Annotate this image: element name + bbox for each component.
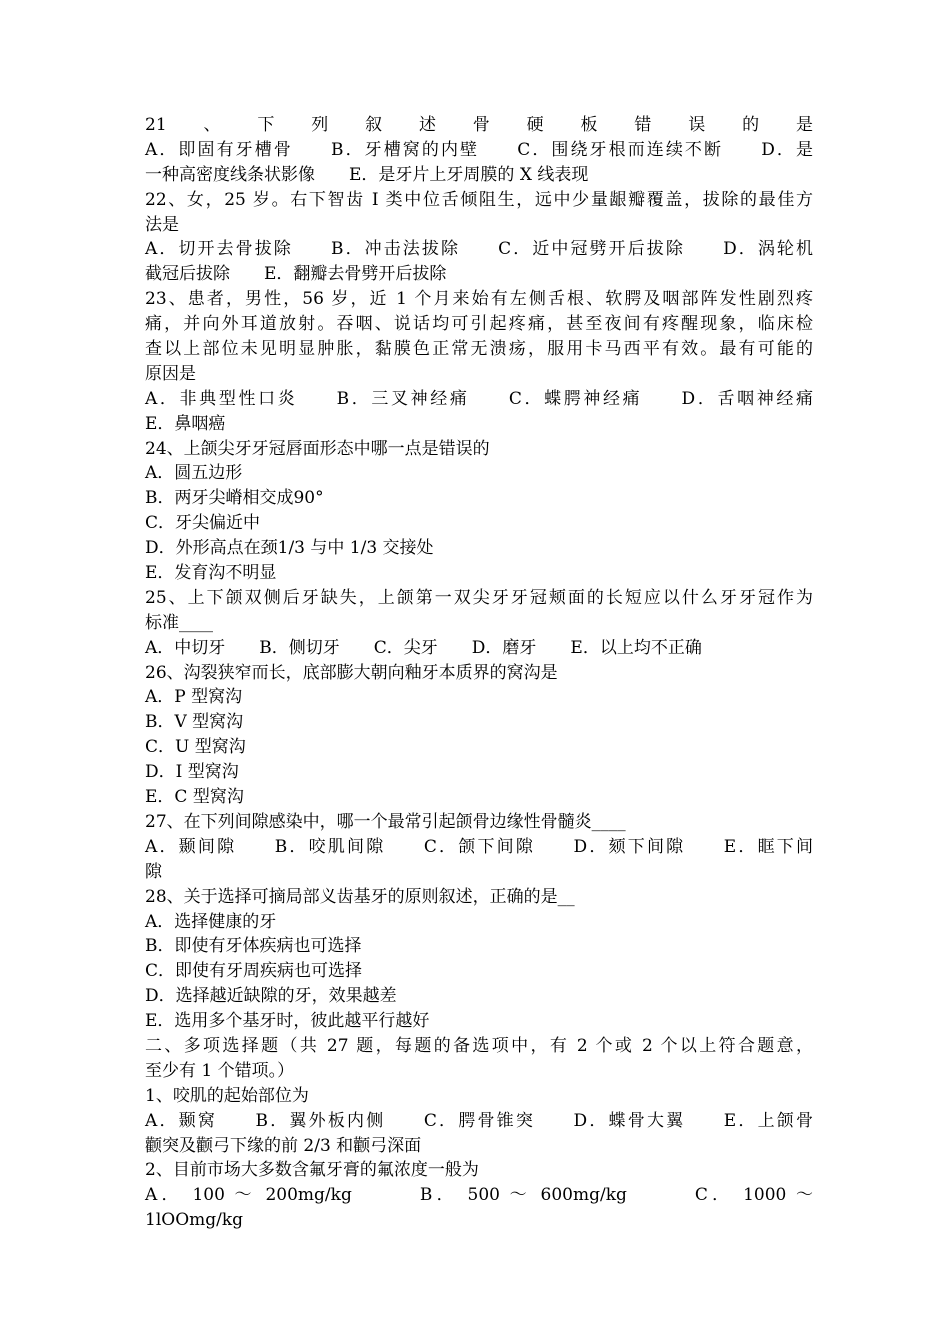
text-line: A．选择健康的牙 <box>145 911 277 932</box>
text-line: A． 100 ～ 200mg/kg B． 500 ～ 600mg/kg C． 1000 ～ 1lOOmg/kg <box>145 1185 813 1231</box>
text-line: A．P 型窝沟 <box>145 687 243 708</box>
text-line: E．鼻咽癌 <box>145 413 226 434</box>
text-line: E．发育沟不明显 <box>145 563 277 584</box>
text-line: 隙 <box>145 861 162 882</box>
text-line: 22、女，25 岁。右下智齿 I 类中位舌倾阻生，远中少量龈瓣覆盖，拔除的最佳方 <box>145 189 813 210</box>
text-line: 26、沟裂狭窄而长，底部膨大朝向釉牙本质界的窝沟是 <box>145 662 558 683</box>
text-line: 27、在下列间隙感染中，哪一个最常引起颌骨边缘性骨髓炎____ <box>145 811 626 832</box>
text-line: 2、目前市场大多数含氟牙膏的氟浓度一般为 <box>145 1160 479 1181</box>
text-line: A．切开去骨拔除 B．冲击法拔除 C．近中冠劈开后拔除 D．涡轮机 <box>145 239 813 260</box>
document-body <box>145 113 813 1231</box>
text-line: D．外形高点在颈1/3 与中 1/3 交接处 <box>145 538 434 559</box>
text-line: A．圆五边形 <box>145 463 243 484</box>
text-line: 痛，并向外耳道放射。吞咽、说话均可引起疼痛，甚至夜间有疼醒现象，临床检 <box>145 314 813 335</box>
text-line: E．选用多个基牙时，彼此越平行越好 <box>145 1011 430 1032</box>
text-line: A．颞间隙 B．咬肌间隙 C．颌下间隙 D．颏下间隙 E．眶下间 <box>145 836 813 857</box>
text-line: A．颞窝 B．翼外板内侧 C．腭骨锥突 D．蝶骨大翼 E．上颌骨 <box>145 1110 813 1131</box>
text-line: 颧突及颧弓下缘的前 2/3 和颧弓深面 <box>145 1135 422 1156</box>
text-line: 24、上颌尖牙牙冠唇面形态中哪一点是错误的 <box>145 438 490 459</box>
text-line: 23、患者，男性，56 岁，近 1 个月来始有左侧舌根、软腭及咽部阵发性剧烈疼 <box>145 289 813 310</box>
text-line: 二、多项选择题（共 27 题，每题的备选项中，有 2 个或 2 个以上符合题意， <box>145 1035 813 1056</box>
text-line: 截冠后拔除 E．翻瓣去骨劈开后拔除 <box>145 264 447 285</box>
text-line: 原因是 <box>145 363 196 384</box>
text-line: 查以上部位未见明显肿胀，黏膜色正常无溃疡，服用卡马西平有效。最有可能的 <box>145 339 813 360</box>
text-line: A．非典型性口炎 B．三叉神经痛 C．蝶腭神经痛 D．舌咽神经痛 <box>145 388 813 409</box>
text-line: E．C 型窝沟 <box>145 787 244 808</box>
text-line: C．U 型窝沟 <box>145 737 246 758</box>
text-line: D．I 型窝沟 <box>145 762 239 783</box>
text-line: 21、下列叙述骨硬板错误的是 <box>145 115 813 135</box>
text-line: C．牙尖偏近中 <box>145 513 261 534</box>
text-line: C．即使有牙周疾病也可选择 <box>145 961 363 982</box>
text-line: B．两牙尖嵴相交成90° <box>145 488 324 509</box>
text-line: 1、咬肌的起始部位为 <box>145 1085 309 1106</box>
text-line: D．选择越近缺隙的牙，效果越差 <box>145 986 397 1007</box>
text-line: 法是 <box>145 214 179 235</box>
text-line: A．即固有牙槽骨 B．牙槽窝的内壁 C．围绕牙根而连续不断 D．是 <box>145 139 813 160</box>
text-line: 至少有 1 个错项。） <box>145 1060 295 1081</box>
text-line: B．V 型窝沟 <box>145 712 244 733</box>
text-line: 25、上下颌双侧后牙缺失，上颌第一双尖牙牙冠颊面的长短应以什么牙牙冠作为 <box>145 587 813 608</box>
text-line: 一种高密度线条状影像 E．是牙片上牙周膜的 X 线表现 <box>145 164 589 185</box>
text-line: 标准____ <box>145 612 213 633</box>
text-line: A．中切牙 B．侧切牙 C．尖牙 D．磨牙 E．以上均不正确 <box>145 637 702 658</box>
text-line: 28、关于选择可摘局部义齿基牙的原则叙述，正确的是__ <box>145 886 575 907</box>
text-line: B．即使有牙体疾病也可选择 <box>145 936 362 957</box>
